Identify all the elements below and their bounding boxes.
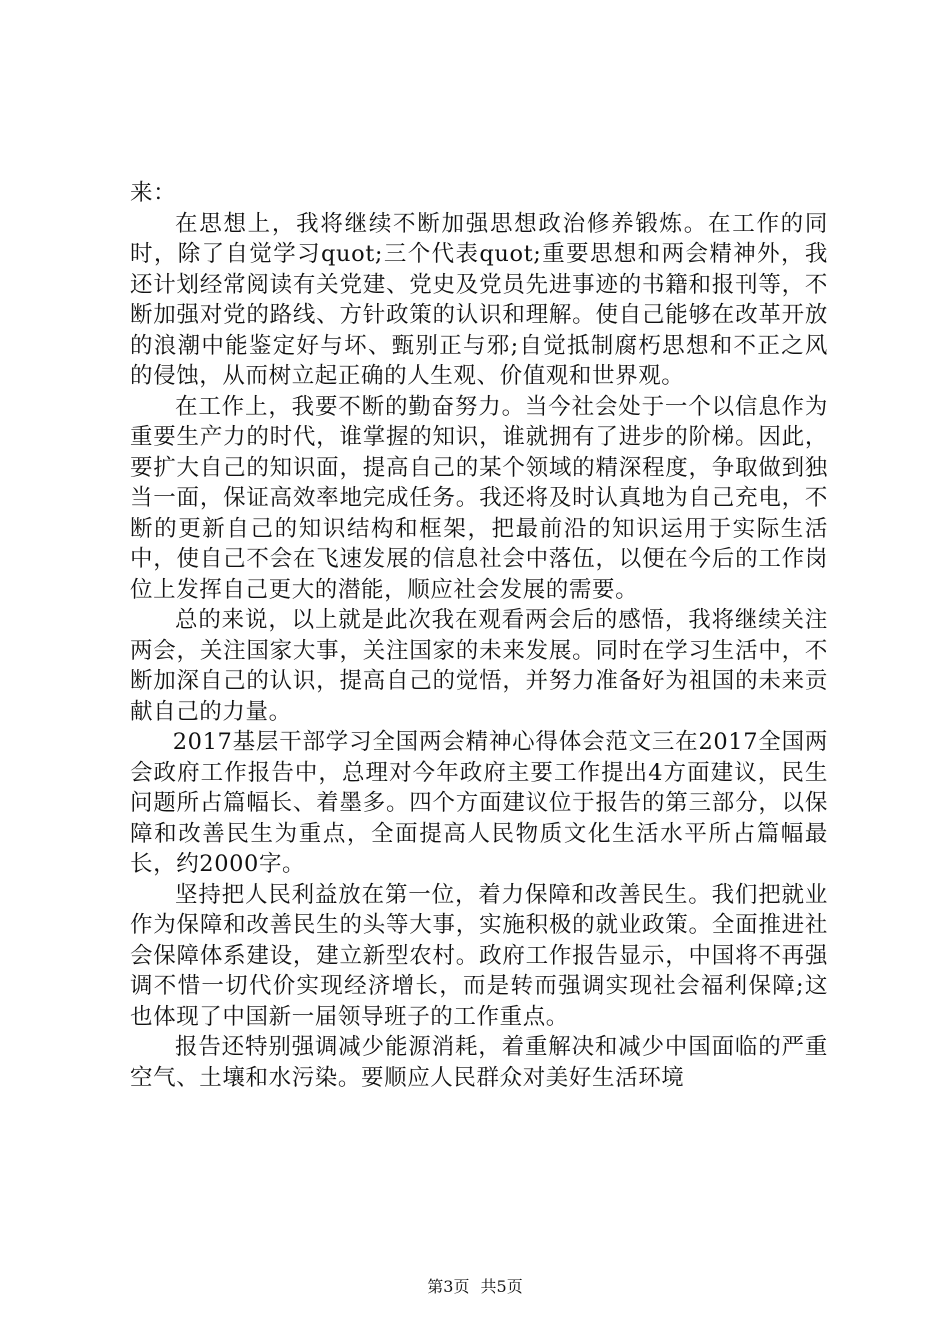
paragraph-essay-three: 2017基层干部学习全国两会精神心得体会范文三在2017全国两会政府工作报告中，总理对今年政府主要工作提出4方面建议，民生问题所占篇幅长、着墨多。四个方面建议位于报告的第三部分，以保障和改善民生为重点，全面提高人民物质文化生活水平所占篇幅最长，约2000字。	[130, 729, 828, 877]
paragraph-work: 在工作上，我要不断的勤奋努力。当今社会处于一个以信息作为重要生产力的时代，谁掌握的知识，谁就拥有了进步的阶梯。因此，要扩大自己的知识面，提高自己的某个领域的精深程度，争取做到独当一面，保证高效率地完成任务。我还将及时认真地为自己充电，不断的更新自己的知识结构和框架，把最前沿的知识运用于实际生活中，使自己不会在飞速发展的信息社会中落伍，以便在今后的工作岗位上发挥自己更大的潜能，顺应社会发展的需要。	[130, 393, 828, 603]
paragraph-energy: 报告还特别强调减少能源消耗，着重解决和减少中国面临的严重空气、土壤和水污染。要顺应人民群众对美好生活环境	[130, 1034, 828, 1091]
paragraph-continuation: 来：	[130, 180, 177, 206]
page-footer: 第3页 共5页	[427, 1277, 523, 1296]
paragraph-people-first: 坚持把人民利益放在第一位，着力保障和改善民生。我们把就业作为保障和改善民生的头等大事，实施积极的就业政策。全面推进社会保障体系建设，建立新型农村。政府工作报告显示，中国将不再强调不惜一切代价实现经济增长，而是转而强调实现社会福利保障;这也体现了中国新一届领导班子的工作重点。	[130, 881, 828, 1030]
paragraph-summary: 总的来说，以上就是此次我在观看两会后的感悟，我将继续关注两会，关注国家大事，关注国家的未来发展。同时在学习生活中，不断加深自己的认识，提高自己的觉悟，并努力准备好为祖国的未来贡献自己的力量。	[130, 607, 828, 725]
document-body	[130, 178, 828, 1093]
paragraph-thought: 在思想上，我将继续不断加强思想政治修养锻炼。在工作的同时，除了自觉学习quot;三个代表quot;重要思想和两会精神外，我还计划经常阅读有关党建、党史及党员先进事迹的书籍和报刊等，不断加强对党的路线、方针政策的认识和理解。使自己能够在改革开放的浪潮中能鉴定好与坏、甄别正与邪;自觉抵制腐朽思想和不正之风的侵蚀，从而树立起正确的人生观、价值观和世界观。	[130, 210, 828, 389]
